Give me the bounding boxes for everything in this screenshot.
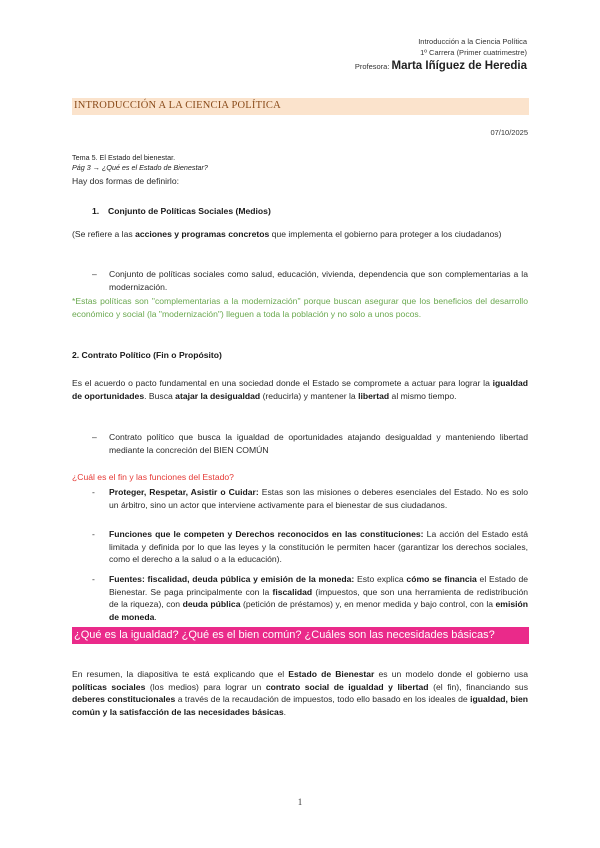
topic-title: Tema 5. El Estado del bienestar. xyxy=(72,153,176,162)
section-1-paragraph: (Se refiere a las acciones y programas concretos que implementa el gobierno para proteger a los ciudadanos) xyxy=(72,229,502,239)
section-1-title: Conjunto de Políticas Sociales (Medios) xyxy=(108,206,271,216)
highlight-questions: ¿Qué es la igualdad? ¿Qué es el bien común? ¿Cuáles son las necesidades básicas? xyxy=(74,629,495,641)
course-name: Introducción a la Ciencia Política xyxy=(418,37,527,46)
document-header xyxy=(355,36,527,74)
professor-name: Marta Iñíguez de Heredia xyxy=(391,60,527,72)
section-1-heading xyxy=(92,206,271,216)
title-banner xyxy=(72,98,529,115)
bullet-dash: – xyxy=(92,269,97,279)
section-2-bullet: – Contrato político que busca la igualdad de oportunidades atajando desigualdad y manteniendo libertad mediante la concreción del BIEN COMÚN xyxy=(92,432,528,455)
document-date: 07/10/2025 xyxy=(490,128,528,137)
section-2-paragraph: Es el acuerdo o pacto fundamental en una sociedad donde el Estado se compromete a actuar para lograr la igualdad de oportunidades. Busca atajar la desigualdad (reducirla) y mantener la libertad al mismo tiempo. xyxy=(72,378,528,401)
professor-label: Profesora: xyxy=(354,62,390,71)
highlight-questions-bar xyxy=(72,627,529,644)
function-item: - Fuentes: fiscalidad, deuda pública y emisión de la moneda: Esto explica cómo se financia el Estado de Bienestar. Se paga principalmente con la fiscalidad (impuestos, que son una herramienta de redistribución de la riqueza), con deuda pública (petición de préstamos) y, en menor medida y bajo control, con la emisión de moneda. xyxy=(92,574,529,622)
section-2-heading: 2. Contrato Político (Fin o Propósito) xyxy=(72,350,222,360)
bullet-dash: – xyxy=(92,432,97,442)
topic-page-ref: Pág 3 → ¿Qué es el Estado de Bienestar? xyxy=(72,163,208,172)
intro-paragraph: Hay dos formas de definirlo: xyxy=(72,176,179,186)
bullet-dash: - xyxy=(92,574,95,584)
professor-line xyxy=(355,59,527,74)
function-item: - Funciones que le competen y Derechos reconocidos en las constituciones: La acción del Estado está limitada y definida por lo que las leyes y la constitución le permiten hacer (garantizar los derechos sociales, como el derecho a la salud o a la educación). xyxy=(92,529,528,565)
course-year: 1º Carrera (Primer cuatrimestre) xyxy=(420,48,527,57)
topic-block xyxy=(72,153,208,173)
section-1-number: 1. xyxy=(92,206,100,216)
banner-title: INTRODUCCIÓN A LA CIENCIA POLÍTICA xyxy=(74,100,281,111)
page-number: 1 xyxy=(297,797,303,807)
summary-paragraph: En resumen, la diapositiva te está explicando que el Estado de Bienestar es un modelo donde el gobierno usa políticas sociales (los medios) para lograr un contrato social de igualdad y libertad (el fin), financiando sus deberes constitucionales a través de la recaudación de impuestos, todo ello basado en los ideales de igualdad, bien común y la satisfacción de las necesidades básicas. xyxy=(72,669,529,717)
bullet-dash: - xyxy=(92,529,95,539)
functions-question: ¿Cuál es el fin y las funciones del Estado? xyxy=(72,472,234,482)
function-item: - Proteger, Respetar, Asistir o Cuidar: Estas son las misiones o deberes esenciales del Estado. No es solo un árbitro, sino un actor que interviene activamente para el bienestar de sus ciudadanos. xyxy=(92,487,528,510)
section-1-note: *Estas políticas son "complementarias a la modernización" porque buscan asegurar que los beneficios del desarrollo económico y social (la "modernización") lleguen a toda la población y no solo a unos pocos. xyxy=(72,296,528,319)
bullet-dash: - xyxy=(92,487,95,497)
section-1-bullet: – Conjunto de políticas sociales como salud, educación, vivienda, dependencia que son complementarias a la modernización. xyxy=(92,269,528,292)
